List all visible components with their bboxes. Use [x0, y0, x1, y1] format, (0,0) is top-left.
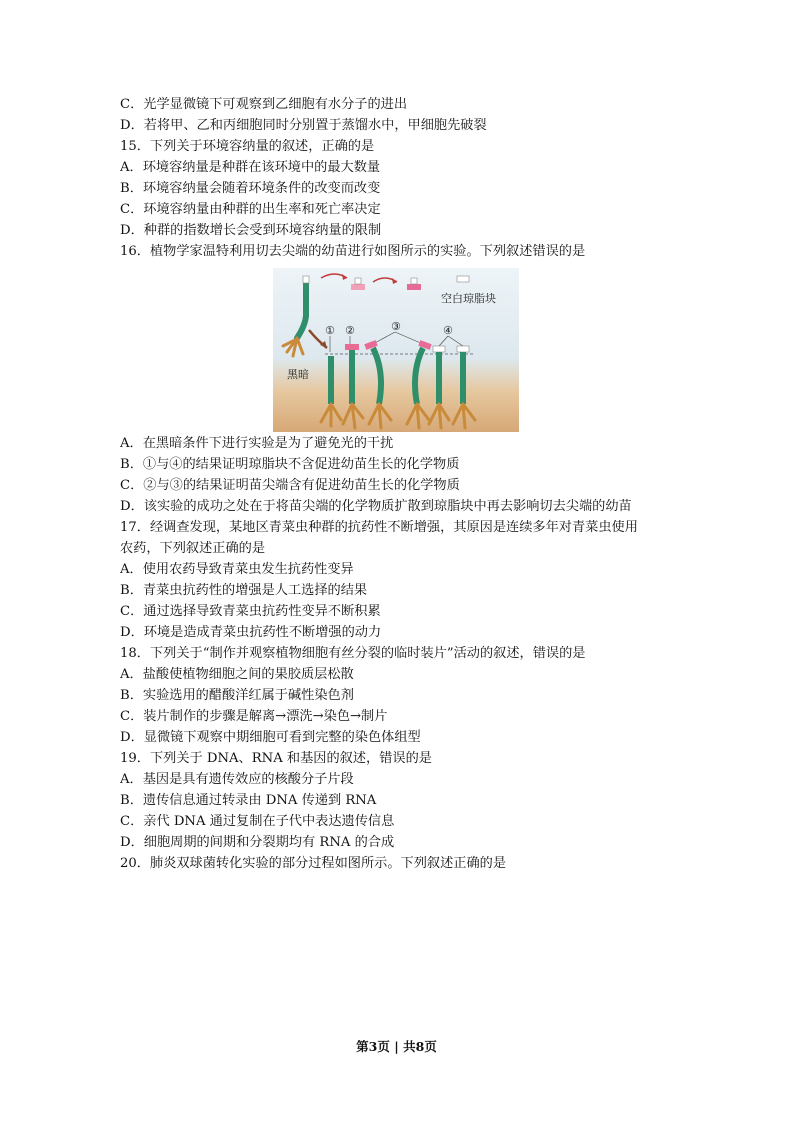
option-15b: B．环境容纳量会随着环境条件的改变而改变	[120, 181, 381, 196]
option-16c: C．②与③的结果证明苗尖端含有促进幼苗生长的化学物质	[120, 478, 460, 493]
blank-agar-label: 空白琼脂块	[441, 293, 496, 305]
line-1: C．光学显微镜下可观察到乙细胞有水分子的进出	[120, 97, 408, 112]
option-17d: D．环境是造成青菜虫抗药性不断增强的动力	[120, 625, 382, 640]
seedling-tip	[303, 276, 309, 283]
marker-2: ②	[345, 324, 355, 337]
option-17b: B．青菜虫抗药性的增强是人工选择的结果	[120, 583, 368, 598]
page-footer: 第3页 | 共8页	[356, 1039, 437, 1054]
option-19c: C．亲代 DNA 通过复制在子代中表达遗传信息	[120, 814, 395, 829]
option-18c: C．装片制作的步骤是解离→漂洗→染色→制片	[120, 709, 388, 724]
treated-agar-block	[407, 284, 421, 290]
option-18a: A．盐酸使植物细胞之间的果胶质层松散	[120, 667, 354, 682]
option-19b: B．遗传信息通过转录由 DNA 传递到 RNA	[120, 793, 377, 808]
dark-label: 黑暗	[287, 369, 309, 381]
option-19a: A．基因是具有遗传效应的核酸分子片段	[120, 772, 354, 787]
marker-4: ④	[443, 324, 453, 337]
option-15a: A．环境容纳量是种群在该环境中的最大数量	[120, 160, 381, 175]
option-19d: D．细胞周期的间期和分裂期均有 RNA 的合成	[120, 835, 395, 850]
option-17a: A．使用农药导致青菜虫发生抗药性变异	[120, 562, 354, 577]
option-15c: C．环境容纳量由种群的出生率和死亡率决定	[120, 202, 381, 217]
blank-agar-legend	[457, 276, 469, 282]
option-18b: B．实验选用的醋酸洋红属于碱性染色剂	[120, 688, 354, 703]
marker-1: ①	[325, 324, 335, 337]
option-16d: D．该实验的成功之处在于将苗尖端的化学物质扩散到琼脂块中再去影响切去尖端的幼苗	[120, 499, 632, 514]
option-15d: D．种群的指数增长会受到环境容纳量的限制	[120, 223, 382, 238]
line-2: D．若将甲、乙和丙细胞同时分别置于蒸馏水中，甲细胞先破裂	[120, 118, 487, 133]
option-16b: B．①与④的结果证明琼脂块不含促进幼苗生长的化学物质	[120, 457, 460, 472]
option-17c: C．通过选择导致青菜虫抗药性变异不断积累	[120, 604, 381, 619]
went-experiment-figure	[273, 268, 519, 432]
question-19: 19．下列关于 DNA、RNA 和基因的叙述，错误的是	[120, 751, 432, 766]
question-17-cont: 农药，下列叙述正确的是	[120, 541, 266, 556]
option-18d: D．显微镜下观察中期细胞可看到完整的染色体组型	[120, 730, 421, 745]
question-17: 17．经调查发现，某地区青菜虫种群的抗药性不断增强，其原因是连续多年对青菜虫使用	[120, 520, 638, 535]
question-20: 20．肺炎双球菌转化实验的部分过程如图所示。下列叙述正确的是	[120, 856, 507, 871]
option-16a: A．在黑暗条件下进行实验是为了避免光的干扰	[120, 436, 394, 451]
question-15: 15．下列关于环境容纳量的叙述，正确的是	[120, 139, 375, 154]
question-18: 18．下列关于“制作并观察植物细胞有丝分裂的临时装片”活动的叙述，错误的是	[120, 646, 586, 661]
tip-on-agar-1	[351, 284, 365, 290]
question-16: 16．植物学家温特利用切去尖端的幼苗进行如图所示的实验。下列叙述错误的是	[120, 244, 586, 259]
marker-3: ③	[391, 320, 401, 333]
